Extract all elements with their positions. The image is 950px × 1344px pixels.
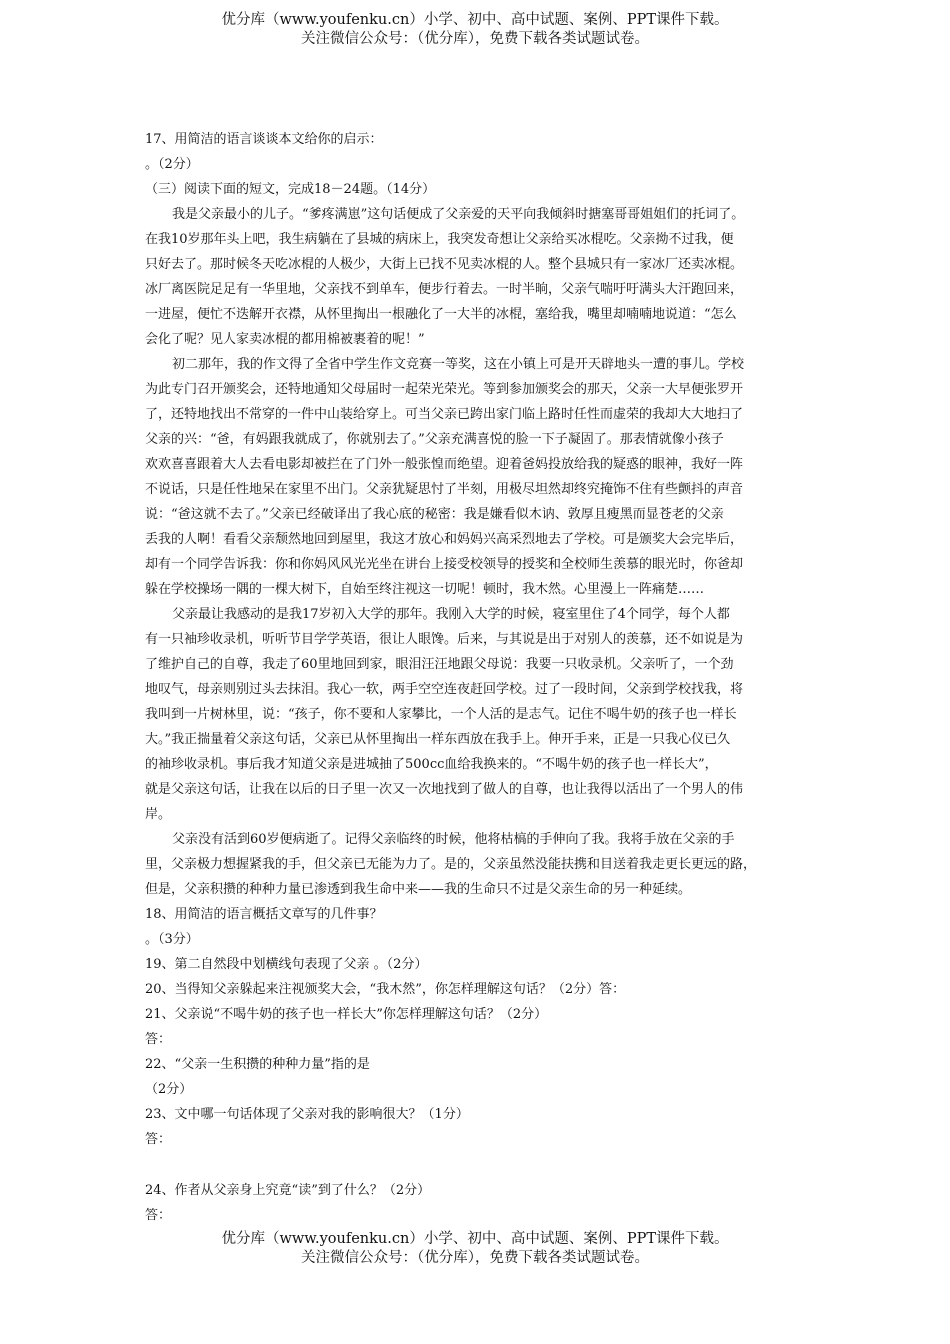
passage-line: 了维护自己的自尊，我走了60里地回到家，眼泪汪汪地跟父母说：我要一只收录机。父亲听了，一个劲 <box>145 657 734 672</box>
section3-heading: （三）阅读下面的短文，完成18－24题。（14分） <box>145 182 436 197</box>
passage <box>145 202 813 902</box>
q22-score: （2分） <box>145 1082 193 1097</box>
passage-line: 却有一个同学告诉我：你和你妈风风光光坐在讲台上接受校领导的授奖和全校师生羡慕的眼光时，你爸却 <box>145 557 744 572</box>
q17-prompt: 17、用简洁的语言谈谈本文给你的启示： <box>145 132 383 147</box>
passage-line: 父亲最让我感动的是我17岁初入大学的那年。我刚入大学的时候，寝室里住了4个同学，每个人都 <box>172 607 730 622</box>
passage-line: 冰厂离医院足足有一华里地，父亲找不到单车，便步行着去。一时半晌，父亲气喘吁吁满头大汗跑回来， <box>145 282 744 297</box>
q20-prompt: 20、当得知父亲躲起来注视颁奖大会，“我木然”，你怎样理解这句话？（2分）答： <box>145 982 626 997</box>
exam-content <box>145 127 813 1228</box>
passage-line: 说：“爸这就不去了。”父亲已经破译出了我心底的秘密：我是嫌看似木讷、敦厚且瘦黑而显苍老的父亲 <box>145 507 724 522</box>
q23-answer-label: 答： <box>145 1132 172 1147</box>
passage-line: 为此专门召开颁奖会，还特地通知父母届时一起荣光荣光。等到参加颁奖会的那天，父亲一大早便张罗开 <box>145 382 744 397</box>
q24-prompt: 24、作者从父亲身上究竟“读”到了什么？（2分） <box>145 1183 431 1198</box>
footer-line-2: 关注微信公众号：（优分库），免费下载各类试题试卷。 <box>301 1250 649 1266</box>
passage-line: 只好去了。那时候冬天吃冰棍的人极少，大街上已找不见卖冰棍的人。整个县城只有一家冰厂还卖冰棍。 <box>145 257 744 272</box>
passage-line: 里，父亲极力想握紧我的手，但父亲已无能为力了。是的，父亲虽然没能扶携和目送着我走更长更远的路， <box>145 857 757 872</box>
passage-line: 父亲没有活到60岁便病逝了。记得父亲临终的时候，他将枯槁的手伸向了我。我将手放在父亲的手 <box>172 832 735 847</box>
page-footer <box>0 1230 950 1268</box>
passage-line: 岸。 <box>145 807 172 822</box>
passage-paragraph-3 <box>145 602 813 827</box>
header-line-2: 关注微信公众号：（优分库），免费下载各类试题试卷。 <box>301 31 649 47</box>
passage-line: 会化了呢？见人家卖冰棍的都用棉被裹着的呢！” <box>145 332 425 347</box>
passage-line: 但是，父亲积攒的种种力量已渗透到我生命中来——我的生命只不过是父亲生命的另一种延续。 <box>145 882 692 897</box>
passage-line: 丢我的人啊！看看父亲颓然地回到屋里，我这才放心和妈妈兴高采烈地去了学校。可是颁奖大会完毕后， <box>145 532 744 547</box>
q21-answer-label: 答： <box>145 1032 172 1047</box>
q18-score: 。（3分） <box>145 932 199 947</box>
passage-line: 大。”我正揣量着父亲这句话，父亲已从怀里掏出一样东西放在我手上。伸开手来，正是一只我心仪已久 <box>145 732 731 747</box>
passage-line: 不说话，只是任性地呆在家里不出门。父亲犹疑思忖了半刻，用极尽坦然却终究掩饰不住有些颤抖的声音 <box>145 482 744 497</box>
passage-line: 在我10岁那年头上吧，我生病躺在了县城的病床上，我突发奇想让父亲给买冰棍吃。父亲拗不过我，便 <box>145 232 734 247</box>
passage-line: 的袖珍收录机。事后我才知道父亲是进城抽了500cc血给我换来的。“不喝牛奶的孩子也一样长大”， <box>145 757 718 772</box>
q19-prompt: 19、第二自然段中划横线句表现了父亲 。（2分） <box>145 957 428 972</box>
passage-line: 地叹气，母亲则别过头去抹泪。我心一软，两手空空连夜赶回学校。过了一段时间，父亲到学校找我，将 <box>145 682 744 697</box>
passage-paragraph-2 <box>145 352 813 602</box>
header-line-1: 优分库（www.youfenku.cn）小学、初中、高中试题、案例、PPT课件下载。 <box>221 12 729 28</box>
passage-line: 父亲的兴：“爸，有妈跟我就成了，你就别去了。”父亲充满喜悦的脸一下子凝固了。那表情就像小孩子 <box>145 432 724 447</box>
passage-line: 有一只袖珍收录机，听听节目学学英语，很让人眼馋。后来，与其说是出于对别人的羡慕，还不如说是为 <box>145 632 744 647</box>
passage-line: 欢欢喜喜跟着大人去看电影却被拦在了门外一般张惶而绝望。迎着爸妈投放给我的疑惑的眼神，我好一阵 <box>145 457 744 472</box>
q22-prompt: 22、“父亲一生积攒的种种力量”指的是 <box>145 1057 370 1072</box>
passage-line: 我叫到一片树林里，说：“孩子，你不要和人家攀比，一个人活的是志气。记住不喝牛奶的孩子也一样长 <box>145 707 737 722</box>
passage-line: 就是父亲这句话，让我在以后的日子里一次又一次地找到了做人的自尊，也让我得以活出了一个男人的伟 <box>145 782 744 797</box>
passage-line: 一进屋，便忙不迭解开衣襟，从怀里掏出一根融化了一大半的冰棍，塞给我，嘴里却喃喃地说道：“怎么 <box>145 307 737 322</box>
passage-line: 了，还特地找出不常穿的一件中山装给穿上。可当父亲已跨出家门临上路时任性而虚荣的我却大大地扫了 <box>145 407 744 422</box>
passage-paragraph-4 <box>145 827 813 902</box>
passage-line: 初二那年，我的作文得了全省中学生作文竞赛一等奖，这在小镇上可是开天辟地头一遭的事儿。学校 <box>172 357 745 372</box>
passage-line: 躲在学校操场一隅的一棵大树下，自始至终注视这一切呢！顿时，我木然。心里漫上一阵痛楚…… <box>145 582 705 597</box>
q18-prompt: 18、用简洁的语言概括文章写的几件事？ <box>145 907 383 922</box>
answer-space <box>145 1152 813 1178</box>
q21-prompt: 21、父亲说“不喝牛奶的孩子也一样长大”你怎样理解这句话？（2分） <box>145 1007 548 1022</box>
q23-prompt: 23、文中哪一句话体现了父亲对我的影响很大？（1分） <box>145 1107 469 1122</box>
page-header <box>0 11 950 49</box>
q24-answer-label: 答： <box>145 1208 172 1223</box>
q17-score: 。（2分） <box>145 157 199 172</box>
footer-line-1: 优分库（www.youfenku.cn）小学、初中、高中试题、案例、PPT课件下载。 <box>221 1231 729 1247</box>
passage-line: 我是父亲最小的儿子。“爹疼满崽”这句话便成了父亲爱的天平向我倾斜时搪塞哥哥姐姐们的托词了。 <box>172 207 745 222</box>
passage-paragraph-1 <box>145 202 813 352</box>
